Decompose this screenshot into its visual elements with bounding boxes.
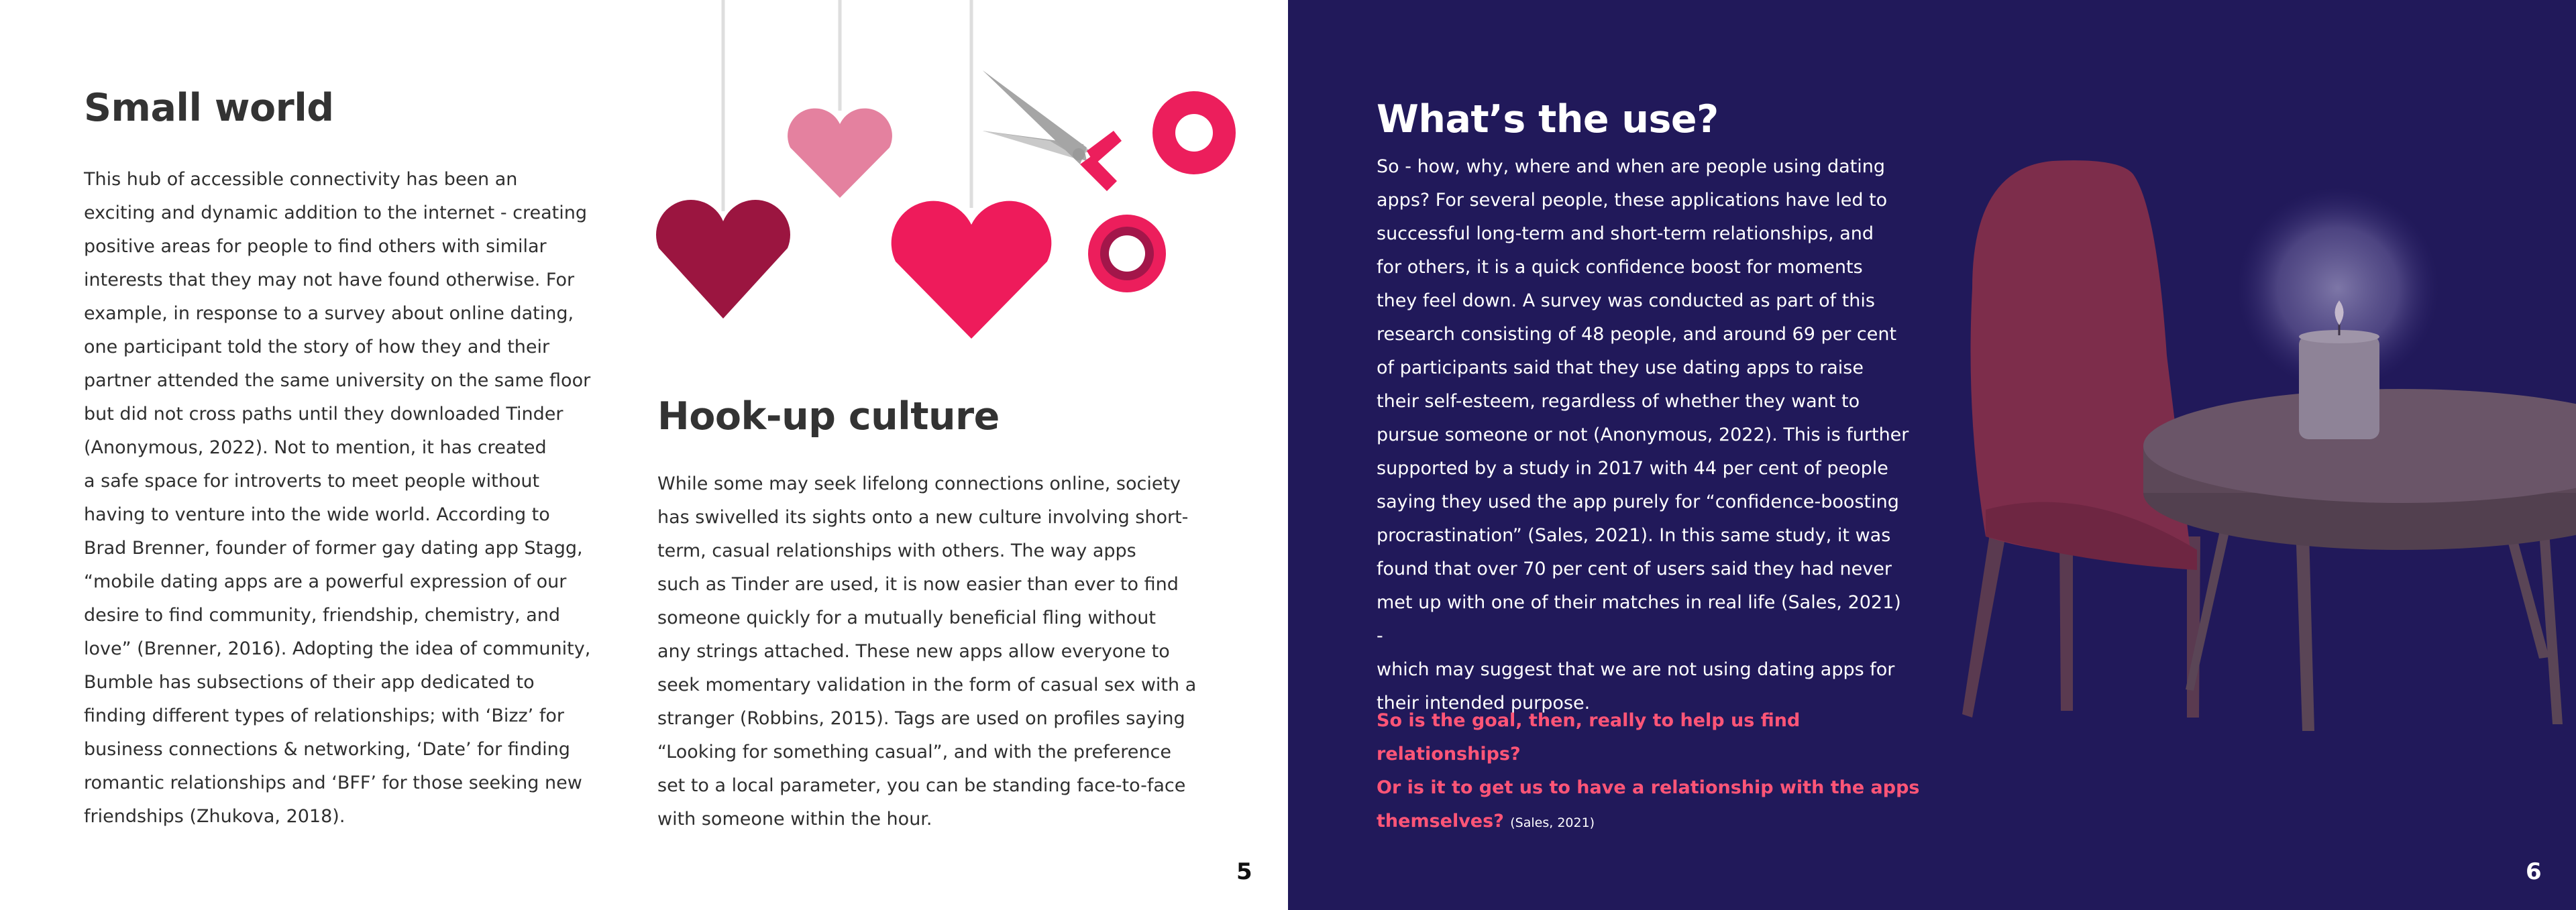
pull-quote-text: So is the goal, then, really to help us find relationships? Or is it to get us to have a relationship with the apps themselves? [1377,710,1920,832]
paragraph-small-world: This hub of accessible connectivity has been an exciting and dynamic addition to the internet - creating positive areas for people to find others with similar interests that they may not have found otherwise. For example, in response to a survey about online dating, one participant told the story of how they and their partner attended the same university on the same floor but did not cross paths until they downloaded Tinder (Anonymous, 2022). Not to mention, it has created a safe space for introverts to meet people without having to venture into the wide world. According to Brad Brenner, founder of former gay dating app Stagg, “mobile dating apps are a powerful expression of our desire to find community, friendship, chemistry, and love” (Brenner, 2016). Adopting the idea of community, Bumble has subsections of their app dedicated to finding different types of relationships; with ‘Bizz’ for business connections & networking, ‘Date’ for finding romantic relationships and ‘BFF’ for those seeking new friendships (Zhukova, 2018). [84,169,591,827]
hanging-hearts-illustration [644,0,1248,349]
paragraph-whats-the-use: So - how, why, where and when are people using dating apps? For several people, these applications have led to successful long-term and short-term relationships, and for others, it is a quick confidence boost for moments they feel down. A survey was conducted as part of this research consisting of 48 people, and around 69 per cent of participants said that they use dating apps to raise their self-esteem, regardless of whether they want to pursue someone or not (Anonymous, 2022). This is further supported by a study in 2017 with 44 per cent of people saying they used the app purely for “confidence-boosting procrastination” (Sales, 2021). In this same study, it was found that over 70 per cent of users said they had never met up with one of their matches in real life (Sales, 2021) - which may suggest that we are not using dating apps for their intended purpose. [1377,156,1909,714]
heading-small-world: Small world [84,86,334,130]
page-number-left: 5 [1236,858,1252,885]
table [2143,389,2576,731]
right-page [1288,0,2576,910]
pull-quote [1377,704,1947,840]
table-scene-illustration [1932,134,2576,805]
heart-icon-light [788,109,892,198]
heart-icon-dark [656,200,790,319]
paragraph-hookup-culture: While some may seek lifelong connections online, society has swivelled its sights onto a new culture involving short- term, casual relationships with others. The way apps such as Tinder are used, it is now easier than ever to find someone quickly for a mutually beneficial fling without any strings attached. These new apps allow everyone to seek momentary validation in the form of casual sex with a stranger (Robbins, 2015). Tags are used on profiles saying “Looking for something casual”, and with the preference set to a local parameter, you can be standing face-to-face with someone within the hour. [657,473,1197,830]
page-number-right: 6 [2526,858,2542,885]
heart-icon-bright [892,201,1052,339]
heading-whats-the-use: What’s the use? [1377,97,1719,141]
heading-hookup-culture: Hook-up culture [657,394,1000,439]
quote-citation: (Sales, 2021) [1510,815,1595,830]
